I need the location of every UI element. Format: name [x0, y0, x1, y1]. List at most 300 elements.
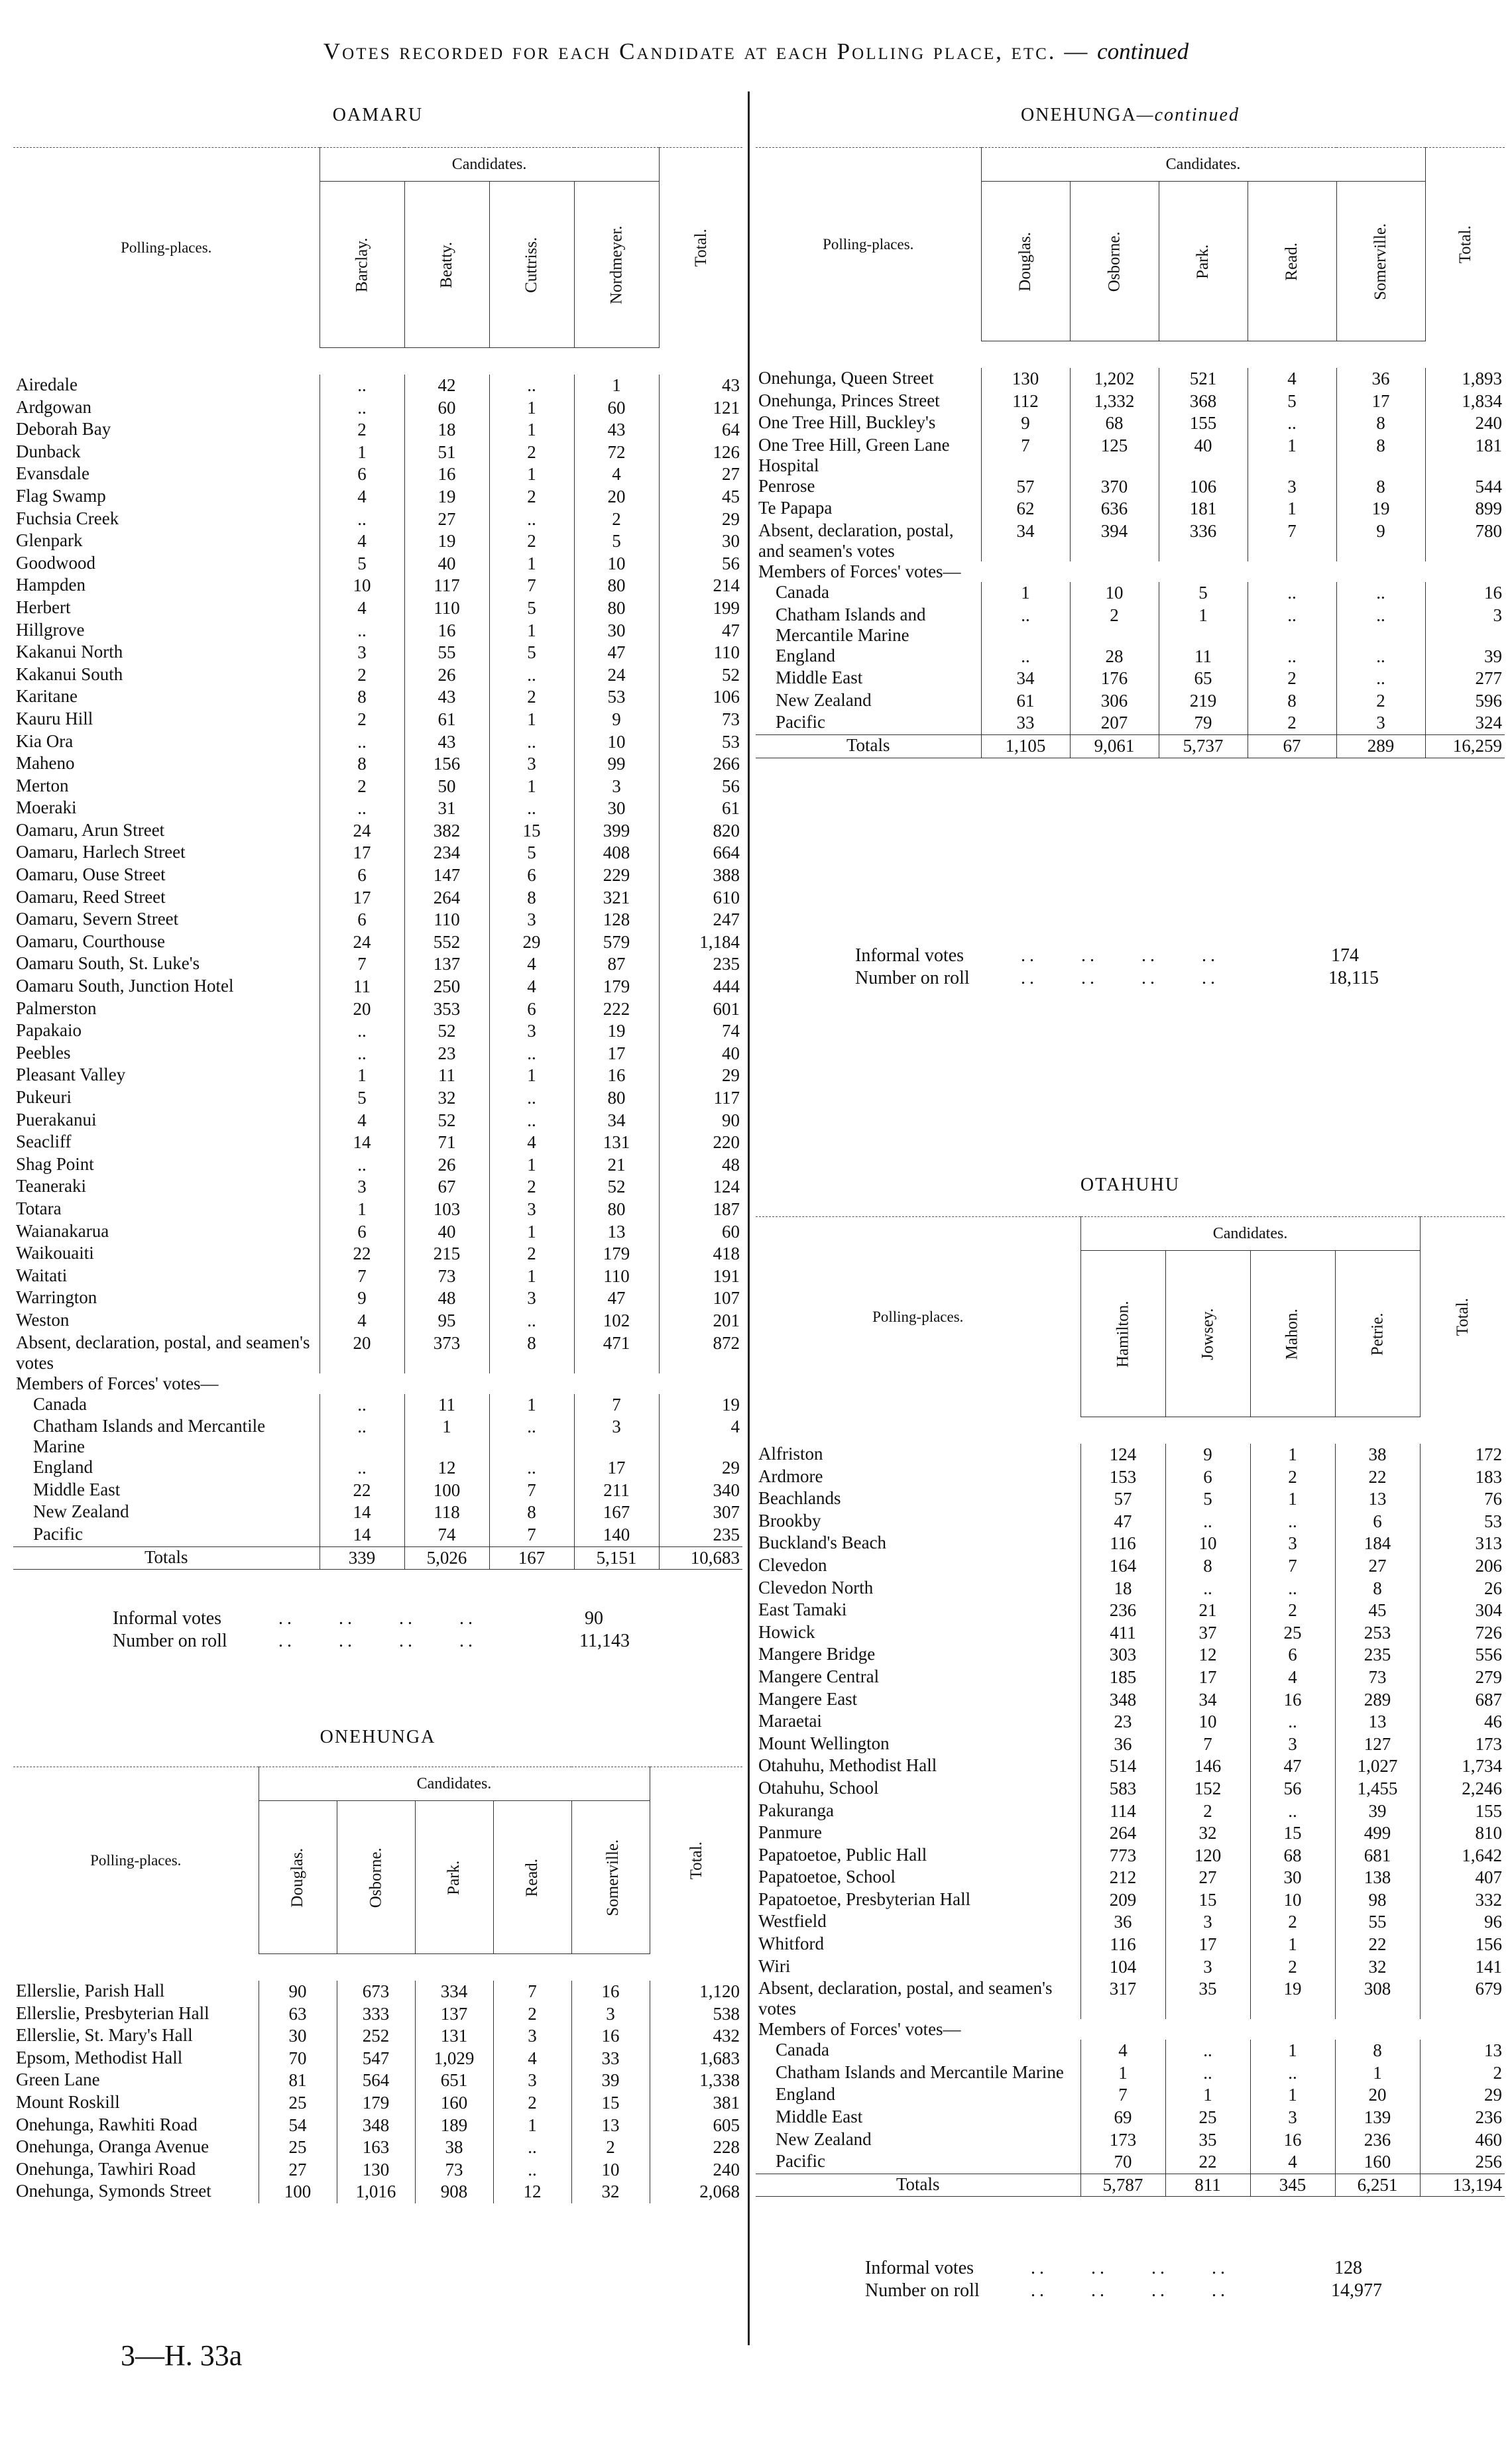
onehunga-cont-informal-value: 174 — [1331, 945, 1359, 966]
vote-cell: 56 — [1250, 1778, 1335, 1800]
vote-cell: 47 — [574, 642, 659, 664]
vote-cell: 2 — [493, 2003, 571, 2026]
vote-cell: 35 — [1165, 2129, 1250, 2152]
table-row — [13, 1176, 742, 1198]
vote-cell: 37 — [1165, 1622, 1250, 1645]
total-cell: 304 — [1475, 1600, 1503, 1621]
candidate-name: Park. — [1194, 244, 1212, 279]
polling-place: New Zealand — [13, 1501, 320, 1524]
vote-cell: .. — [1248, 605, 1336, 646]
vote-cell: 53 — [574, 686, 659, 709]
polling-place: Ellerslie, Presbyterian Hall — [13, 2003, 259, 2026]
vote-cell: 54 — [259, 2115, 337, 2137]
polling-place: Ardmore — [756, 1466, 1080, 1489]
onehunga-cont-informal — [855, 945, 1419, 990]
polling-place: Onehunga, Symonds Street — [13, 2181, 259, 2203]
vote-cell: 34 — [1165, 1689, 1250, 1712]
vote-cell: 2 — [1250, 1600, 1335, 1622]
total-cell: 235 — [713, 954, 740, 974]
vote-cell: 3 — [320, 1176, 404, 1198]
vote-cell: 1 — [1248, 435, 1336, 476]
vote-cell: 1 — [489, 1221, 574, 1244]
vote-cell: 552 — [404, 931, 489, 954]
polling-place: One Tree Hill, Green Lane Hospital — [756, 435, 981, 476]
vote-cell: 125 — [1070, 435, 1159, 476]
otahuhu-informal-line — [865, 2257, 1428, 2280]
vote-cell: 1 — [489, 1394, 574, 1417]
vote-cell: 4 — [489, 1132, 574, 1154]
table-row — [13, 2069, 742, 2092]
oamaru-roll-label: Number on roll — [113, 1631, 227, 1651]
total-cell: 256 — [1475, 2152, 1503, 2172]
grand-total-cell: 10,683 — [659, 1546, 742, 1570]
total-cell: 187 — [713, 1198, 740, 1219]
table-row — [756, 1733, 1505, 1756]
vote-cell: 189 — [415, 2115, 493, 2137]
vote-cell: 681 — [1335, 1845, 1420, 1867]
vote-cell: 264 — [1080, 1822, 1165, 1845]
vote-cell: 10 — [574, 553, 659, 575]
vote-cell: 7 — [320, 953, 404, 976]
vote-cell: 38 — [1335, 1444, 1420, 1466]
vote-cell: 152 — [1165, 1778, 1250, 1800]
table-row — [13, 419, 742, 441]
polling-place: Kia Ora — [13, 731, 320, 754]
total-cell: 388 — [713, 865, 740, 886]
vote-cell: 27 — [1335, 1555, 1420, 1578]
oamaru-roll-value: 11,143 — [579, 1631, 630, 1651]
total-cell: 340 — [713, 1480, 740, 1500]
table-row — [13, 375, 742, 397]
vote-cell: 308 — [1335, 1978, 1420, 2019]
polling-place: East Tamaki — [756, 1600, 1080, 1622]
total-cell: 155 — [1475, 1800, 1503, 1821]
polling-place: Totara — [13, 1198, 320, 1221]
polling-place: Maheno — [13, 753, 320, 776]
vote-cell: 4 — [320, 486, 404, 508]
vote-cell: 348 — [1080, 1689, 1165, 1712]
table-row — [13, 664, 742, 687]
vote-cell: 4 — [1080, 2040, 1165, 2062]
vote-cell: 147 — [404, 864, 489, 887]
vote-cell: 6 — [320, 463, 404, 486]
vote-cell: 80 — [574, 1198, 659, 1221]
vote-cell: 3 — [489, 1198, 574, 1221]
polling-place: Herbert — [13, 597, 320, 620]
candidate-header — [337, 1801, 415, 1954]
vote-cell: 8 — [489, 1501, 574, 1524]
total-vote-cell: 1,105 — [981, 734, 1070, 758]
vote-cell: 6 — [320, 1221, 404, 1244]
total-cell: 2 — [1493, 2062, 1503, 2083]
page-footer: 3—H. 33a — [121, 2339, 243, 2372]
onehunga-cont-informal-dots: .. .. .. .. — [1021, 945, 1219, 966]
vote-cell: 13 — [571, 2115, 650, 2137]
vote-cell: 521 — [1159, 368, 1248, 390]
total-header-label: Total. — [687, 1841, 705, 1880]
vote-cell: 163 — [337, 2136, 415, 2159]
table-row — [13, 575, 742, 597]
total-cell: 432 — [713, 2026, 740, 2046]
vote-cell: 40 — [404, 1221, 489, 1244]
otahuhu-informal-dots: .. .. .. .. — [1031, 2258, 1229, 2278]
vote-cell: 47 — [574, 1287, 659, 1310]
vote-cell: 564 — [337, 2069, 415, 2092]
vote-cell: 394 — [1070, 520, 1159, 561]
total-cell: 277 — [1475, 668, 1502, 689]
table-row — [13, 976, 742, 998]
vote-cell: 222 — [574, 998, 659, 1021]
vote-cell: 14 — [320, 1501, 404, 1524]
vote-cell: 43 — [404, 686, 489, 709]
total-cell: 199 — [713, 597, 740, 618]
vote-cell: 116 — [1080, 1533, 1165, 1555]
oamaru-title: OAMARU — [332, 105, 424, 125]
vote-cell: .. — [1250, 2062, 1335, 2085]
vote-cell: 235 — [1335, 1644, 1420, 1666]
vote-cell: 21 — [574, 1154, 659, 1177]
vote-cell: .. — [981, 605, 1070, 646]
table-row — [13, 931, 742, 954]
table-row — [756, 1845, 1505, 1867]
polling-place: Papatoetoe, Presbyterian Hall — [756, 1889, 1080, 1912]
vote-cell: 20 — [320, 1332, 404, 1373]
vote-cell: 3 — [1165, 1911, 1250, 1934]
polling-place: Epsom, Methodist Hall — [13, 2048, 259, 2070]
vote-cell: 8 — [320, 686, 404, 709]
total-cell: 1,893 — [1462, 369, 1502, 388]
vote-cell: .. — [489, 1457, 574, 1480]
vote-cell: 6 — [489, 998, 574, 1021]
polling-place: Pacific — [756, 712, 981, 734]
otahuhu-title: OTAHUHU — [1080, 1175, 1181, 1195]
table-row — [756, 1689, 1505, 1712]
vote-cell: 8 — [1335, 1578, 1420, 1600]
vote-cell: 317 — [1080, 1978, 1165, 2019]
vote-cell: 3 — [489, 753, 574, 776]
vote-cell: 153 — [1080, 1466, 1165, 1489]
vote-cell: 4 — [489, 976, 574, 998]
vote-cell: 2 — [1336, 690, 1425, 713]
vote-cell: 32 — [1335, 1956, 1420, 1979]
vote-cell: 31 — [404, 797, 489, 820]
vote-cell: 13 — [1335, 1711, 1420, 1733]
vote-cell: 29 — [489, 931, 574, 954]
polling-place: Absent, declaration, postal, and seamen's votes — [756, 520, 981, 561]
table-row — [756, 412, 1505, 435]
vote-cell: 3 — [1250, 1733, 1335, 1756]
vote-cell: 14 — [320, 1132, 404, 1154]
polling-place: Oamaru, Reed Street — [13, 887, 320, 909]
vote-cell: 51 — [404, 441, 489, 464]
vote-cell: 71 — [404, 1132, 489, 1154]
vote-cell: 264 — [404, 887, 489, 909]
total-cell: 610 — [713, 887, 740, 907]
vote-cell: 35 — [1165, 1978, 1250, 2019]
vote-cell: .. — [489, 1310, 574, 1332]
candidate-name: Cuttriss. — [522, 237, 541, 293]
vote-cell: 72 — [574, 441, 659, 464]
vote-cell: 1 — [489, 709, 574, 731]
table-row — [756, 605, 1505, 646]
polling-place: Palmerston — [13, 998, 320, 1021]
vote-cell: 1,202 — [1070, 368, 1159, 390]
vote-cell: 1 — [1248, 498, 1336, 520]
vote-cell: 5 — [489, 642, 574, 664]
total-cell: 29 — [722, 1065, 740, 1086]
table-row — [13, 508, 742, 531]
vote-cell: 9 — [320, 1287, 404, 1310]
vote-cell: 1 — [489, 397, 574, 420]
vote-cell: 4 — [1248, 368, 1336, 390]
polling-place: Papatoetoe, School — [756, 1867, 1080, 1889]
vote-cell: .. — [1248, 412, 1336, 435]
vote-cell: 1 — [489, 553, 574, 575]
vote-cell: 1 — [981, 582, 1070, 605]
vote-cell: 100 — [404, 1480, 489, 1502]
vote-cell: 12 — [493, 2181, 571, 2203]
table-row — [13, 887, 742, 909]
totals-row — [756, 734, 1505, 758]
vote-cell: 26 — [404, 1154, 489, 1177]
polling-place: Evansdale — [13, 463, 320, 486]
total-cell: 172 — [1475, 1444, 1503, 1464]
vote-cell: 2 — [320, 419, 404, 441]
oamaru-informal-line — [113, 1607, 656, 1630]
polling-places-header: Polling-places. — [13, 1767, 259, 1954]
totals-label: Totals — [756, 2174, 1080, 2197]
polling-place: Deborah Bay — [13, 419, 320, 441]
vote-cell: 52 — [404, 1110, 489, 1132]
vote-cell: 471 — [574, 1332, 659, 1373]
vote-cell: 250 — [404, 976, 489, 998]
vote-cell: 1 — [1250, 1934, 1335, 1956]
vote-cell: 3 — [571, 2003, 650, 2026]
total-cell: 60 — [722, 1221, 740, 1242]
vote-cell: .. — [1165, 1578, 1250, 1600]
vote-cell: 68 — [1070, 412, 1159, 435]
forces-label: Members of Forces' votes— — [16, 1373, 219, 1393]
total-cell: 52 — [722, 664, 740, 685]
vote-cell: 2 — [1248, 668, 1336, 690]
table-row — [756, 2151, 1505, 2174]
table-row — [756, 1666, 1505, 1689]
vote-cell: 4 — [493, 2048, 571, 2070]
polling-place: Otahuhu, School — [756, 1778, 1080, 1800]
total-header — [1420, 1217, 1505, 1417]
table-row — [756, 368, 1505, 390]
vote-cell: 127 — [1335, 1733, 1420, 1756]
vote-cell: 19 — [404, 530, 489, 553]
vote-cell: 6 — [320, 864, 404, 887]
vote-cell: 2 — [1165, 1800, 1250, 1823]
vote-cell: .. — [1336, 605, 1425, 646]
vote-cell: 110 — [404, 909, 489, 931]
vote-cell: 1 — [1250, 1444, 1335, 1466]
vote-cell: 60 — [574, 397, 659, 420]
vote-cell: 17 — [320, 842, 404, 864]
vote-cell: 219 — [1159, 690, 1248, 713]
vote-cell: 39 — [1335, 1800, 1420, 1823]
vote-cell: .. — [1248, 582, 1336, 605]
vote-cell: 16 — [574, 1065, 659, 1087]
total-header — [659, 148, 742, 348]
vote-cell: .. — [320, 508, 404, 531]
polling-place: Onehunga, Tawhiri Road — [13, 2159, 259, 2182]
vote-cell: 1 — [489, 776, 574, 798]
candidate-name: Barclay. — [353, 237, 371, 292]
table-row — [13, 486, 742, 508]
vote-cell: 5 — [574, 530, 659, 553]
polling-place: Pukeuri — [13, 1087, 320, 1110]
polling-place: Dunback — [13, 441, 320, 464]
vote-cell: 234 — [404, 842, 489, 864]
total-cell: 141 — [1475, 1956, 1503, 1977]
vote-cell: 7 — [1165, 1733, 1250, 1756]
vote-cell: 3 — [493, 2025, 571, 2048]
total-cell: 39 — [1484, 646, 1502, 666]
table-row — [13, 731, 742, 754]
onehunga-table — [13, 1767, 742, 2203]
vote-cell: .. — [1336, 582, 1425, 605]
table-row — [756, 1867, 1505, 1889]
vote-cell: 1,332 — [1070, 390, 1159, 413]
total-cell: 48 — [722, 1154, 740, 1175]
polling-place: Chatham Islands and Mercantile Marine — [13, 1416, 320, 1457]
total-cell: 3 — [1493, 605, 1502, 625]
polling-place: Seacliff — [13, 1132, 320, 1154]
vote-cell: 110 — [574, 1265, 659, 1288]
table-row — [13, 1524, 742, 1546]
vote-cell: 70 — [1080, 2151, 1165, 2174]
vote-cell: 4 — [320, 1110, 404, 1132]
total-cell: 407 — [1475, 1867, 1503, 1888]
vote-cell: 80 — [574, 597, 659, 620]
polling-place: Kakanui South — [13, 664, 320, 687]
vote-cell: 36 — [1080, 1733, 1165, 1756]
vote-cell: 8 — [1335, 2040, 1420, 2062]
vote-cell: 103 — [404, 1198, 489, 1221]
vote-cell: 30 — [259, 2025, 337, 2048]
total-cell: 191 — [713, 1265, 740, 1286]
vote-cell: 17 — [1336, 390, 1425, 413]
vote-cell: .. — [981, 646, 1070, 668]
otahuhu-table — [756, 1216, 1505, 2197]
candidate-header — [404, 182, 489, 348]
vote-cell: 138 — [1335, 1867, 1420, 1889]
polling-place: Oamaru South, Junction Hotel — [13, 976, 320, 998]
total-cell: 820 — [713, 820, 740, 841]
total-cell: 2,246 — [1462, 1778, 1503, 1798]
vote-cell: 2 — [489, 1243, 574, 1265]
vote-cell: 30 — [574, 797, 659, 820]
vote-cell: 118 — [404, 1501, 489, 1524]
candidate-name: Nordmeyer. — [607, 225, 626, 304]
polling-places-header: Polling-places. — [756, 1217, 1080, 1417]
vote-cell: 673 — [337, 1981, 415, 2003]
vote-cell: 1 — [493, 2115, 571, 2137]
vote-cell: 7 — [574, 1394, 659, 1417]
total-cell: 26 — [1484, 1578, 1503, 1598]
table-row — [13, 820, 742, 843]
vote-cell: 2 — [574, 508, 659, 531]
vote-cell: 73 — [1335, 1666, 1420, 1689]
polling-places-header: Polling-places. — [13, 148, 320, 348]
total-cell: 444 — [713, 976, 740, 997]
vote-cell: 17 — [1165, 1934, 1250, 1956]
total-header-label: Total. — [691, 229, 710, 267]
vote-cell: .. — [320, 375, 404, 397]
vote-cell: 8 — [1336, 412, 1425, 435]
oamaru-table — [13, 147, 742, 1570]
candidate-header — [259, 1801, 337, 1954]
table-row — [13, 1332, 742, 1373]
vote-cell: 179 — [337, 2092, 415, 2115]
vote-cell: 7 — [1080, 2084, 1165, 2107]
candidates-header: Candidates. — [981, 148, 1425, 182]
candidate-header — [571, 1801, 650, 1954]
polling-place: Brookby — [756, 1511, 1080, 1533]
candidate-name: Mahon. — [1283, 1308, 1302, 1360]
vote-cell: .. — [1165, 2062, 1250, 2085]
vote-cell: 17 — [1165, 1666, 1250, 1689]
candidate-name: Park. — [445, 1860, 463, 1895]
total-cell: 381 — [713, 2092, 740, 2113]
vote-cell: 184 — [1335, 1533, 1420, 1555]
vote-cell: 3 — [1250, 1533, 1335, 1555]
table-row — [13, 1087, 742, 1110]
polling-place: Moeraki — [13, 797, 320, 820]
vote-cell: 9 — [981, 412, 1070, 435]
vote-cell: 12 — [404, 1457, 489, 1480]
polling-place: Ellerslie, St. Mary's Hall — [13, 2025, 259, 2048]
vote-cell: 32 — [571, 2181, 650, 2203]
vote-cell: 140 — [574, 1524, 659, 1546]
table-row — [756, 582, 1505, 605]
vote-cell: .. — [489, 664, 574, 687]
polling-place: Goodwood — [13, 553, 320, 575]
polling-place: Onehunga, Queen Street — [756, 368, 981, 390]
candidate-name: Osborne. — [367, 1847, 385, 1908]
vote-cell: 43 — [404, 731, 489, 754]
table-row — [13, 2115, 742, 2137]
vote-cell: 176 — [1070, 668, 1159, 690]
total-cell: 279 — [1475, 1666, 1503, 1687]
polling-place: Kakanui North — [13, 642, 320, 664]
candidate-header — [415, 1801, 493, 1954]
otahuhu-roll-dots: .. .. .. .. — [1031, 2280, 1229, 2301]
total-cell: 214 — [713, 575, 740, 596]
polling-places-header: Polling-places. — [756, 148, 981, 341]
polling-place: Absent, declaration, postal, and seamen's votes — [756, 1978, 1080, 2019]
total-cell: 47 — [722, 620, 740, 640]
table-row — [756, 1488, 1505, 1511]
onehunga-cont-title-suffix: —continued — [1136, 105, 1240, 125]
vote-cell: 55 — [1335, 1911, 1420, 1934]
total-cell: 332 — [1475, 1889, 1503, 1910]
total-cell: 899 — [1475, 498, 1502, 519]
vote-cell: 13 — [574, 1221, 659, 1244]
vote-cell: 7 — [320, 1265, 404, 1288]
table-row — [756, 390, 1505, 413]
polling-place: Absent, declaration, postal, and seamen's votes — [13, 1332, 320, 1373]
vote-cell: 34 — [574, 1110, 659, 1132]
polling-place: Buckland's Beach — [756, 1533, 1080, 1555]
table-row — [13, 864, 742, 887]
vote-cell: .. — [489, 1087, 574, 1110]
polling-place: Oamaru South, St. Luke's — [13, 953, 320, 976]
polling-place: Chatham Islands and Mercantile Marine — [756, 605, 981, 646]
